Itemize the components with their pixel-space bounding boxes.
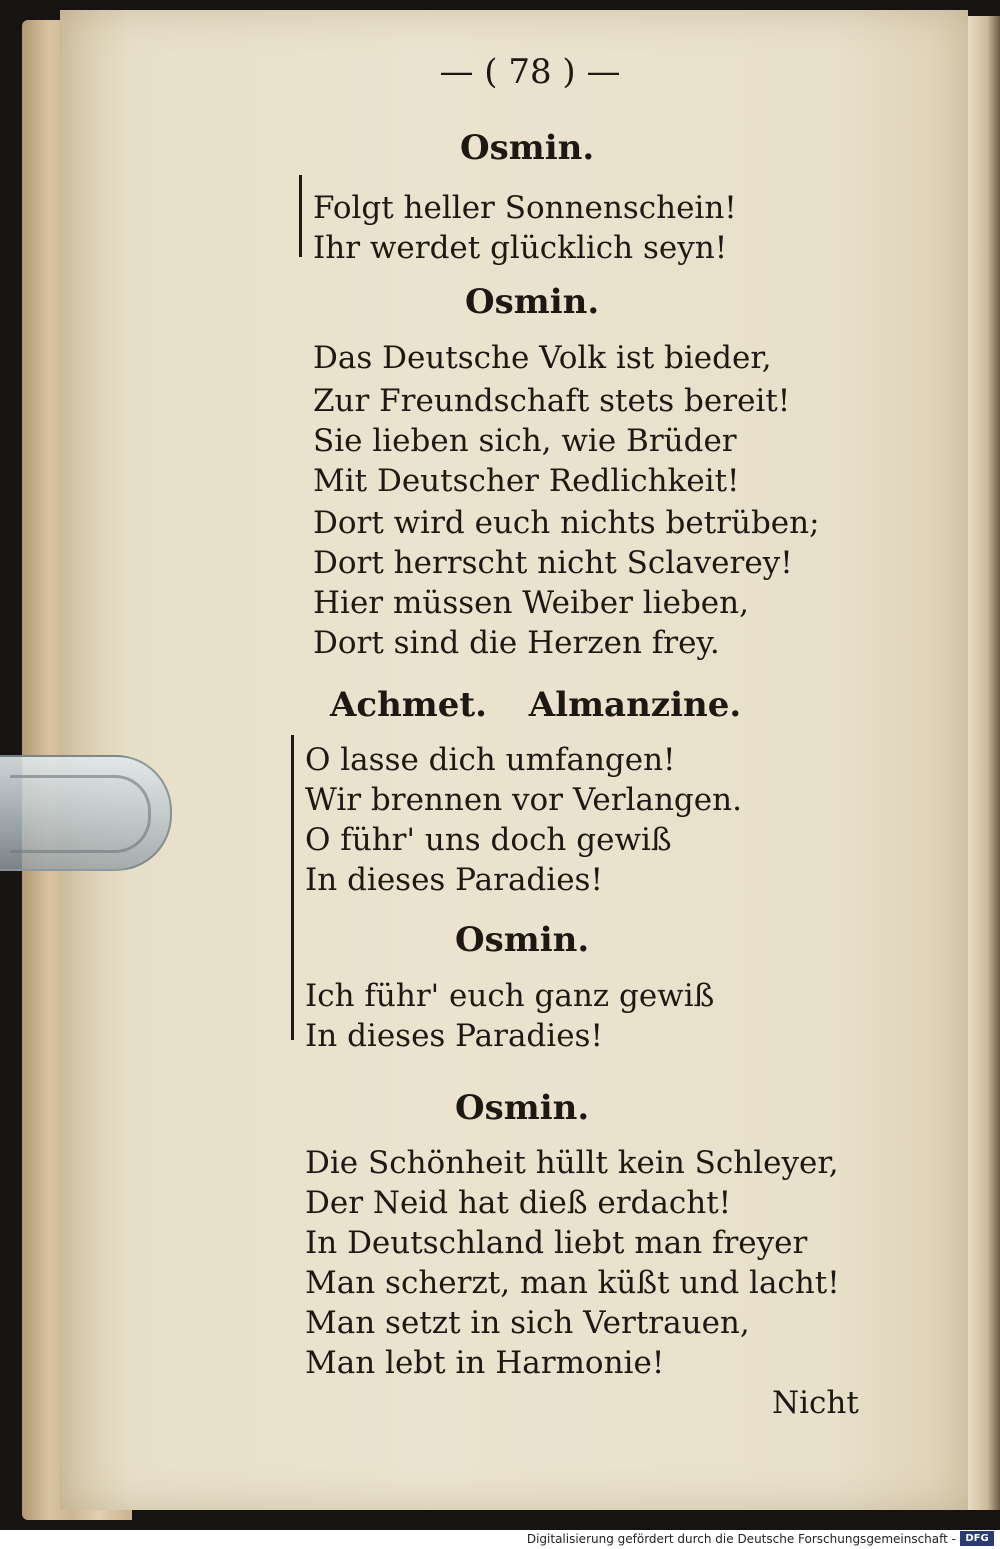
speaker-heading: Achmet. Almanzine. (330, 685, 742, 725)
brace-large (291, 735, 302, 1040)
verse-line: O lasse dich umfangen! (305, 742, 676, 778)
verse-line: Ich führ' euch ganz gewiß (305, 978, 715, 1014)
verse-line: In dieses Paradies! (305, 862, 603, 898)
verse-line: Man scherzt, man küßt und lacht! (305, 1265, 840, 1301)
speaker-heading: Osmin. (460, 128, 595, 168)
verse-line: Man lebt in Harmonie! (305, 1345, 665, 1381)
verse-line: In Deutschland liebt man freyer (305, 1225, 808, 1261)
catchword: Nicht (772, 1385, 859, 1421)
glass-clip-inner (10, 775, 151, 853)
speaker-heading: Osmin. (455, 1088, 590, 1128)
verse-line: Das Deutsche Volk ist bieder, (313, 340, 772, 376)
verse-line: Dort herrscht nicht Sclaverey! (313, 545, 793, 581)
verse-line: Sie lieben sich, wie Brüder (313, 423, 737, 459)
speaker-heading: Osmin. (455, 920, 590, 960)
verse-line: Der Neid hat dieß erdacht! (305, 1185, 732, 1221)
footer-credit: Digitalisierung gefördert durch die Deutsche Forschungsgemeinschaft - (526, 1532, 956, 1546)
verse-line: Folgt heller Sonnenschein! (313, 190, 737, 226)
page-number: — ( 78 ) — (439, 52, 621, 92)
verse-line: Man setzt in sich Vertrauen, (305, 1305, 750, 1341)
verse-line: Dort sind die Herzen frey. (313, 625, 720, 661)
page-right-edge (968, 16, 1000, 1510)
verse-line: Zur Freundschaft stets bereit! (313, 383, 791, 419)
brace-top (299, 175, 310, 257)
verse-line: Wir brennen vor Verlangen. (305, 782, 742, 818)
glass-clip (0, 755, 172, 871)
verse-line: O führ' uns doch gewiß (305, 822, 672, 858)
verse-line: Hier müssen Weiber lieben, (313, 585, 749, 621)
verse-line: Dort wird euch nichts betrüben; (313, 505, 820, 541)
verse-line: In dieses Paradies! (305, 1018, 603, 1054)
speaker-heading: Osmin. (465, 282, 600, 322)
verse-line: Mit Deutscher Redlichkeit! (313, 463, 740, 499)
verse-line: Ihr werdet glücklich seyn! (313, 230, 728, 266)
verse-line: Die Schönheit hüllt kein Schleyer, (305, 1145, 839, 1181)
dfg-logo: DFG (960, 1531, 994, 1546)
